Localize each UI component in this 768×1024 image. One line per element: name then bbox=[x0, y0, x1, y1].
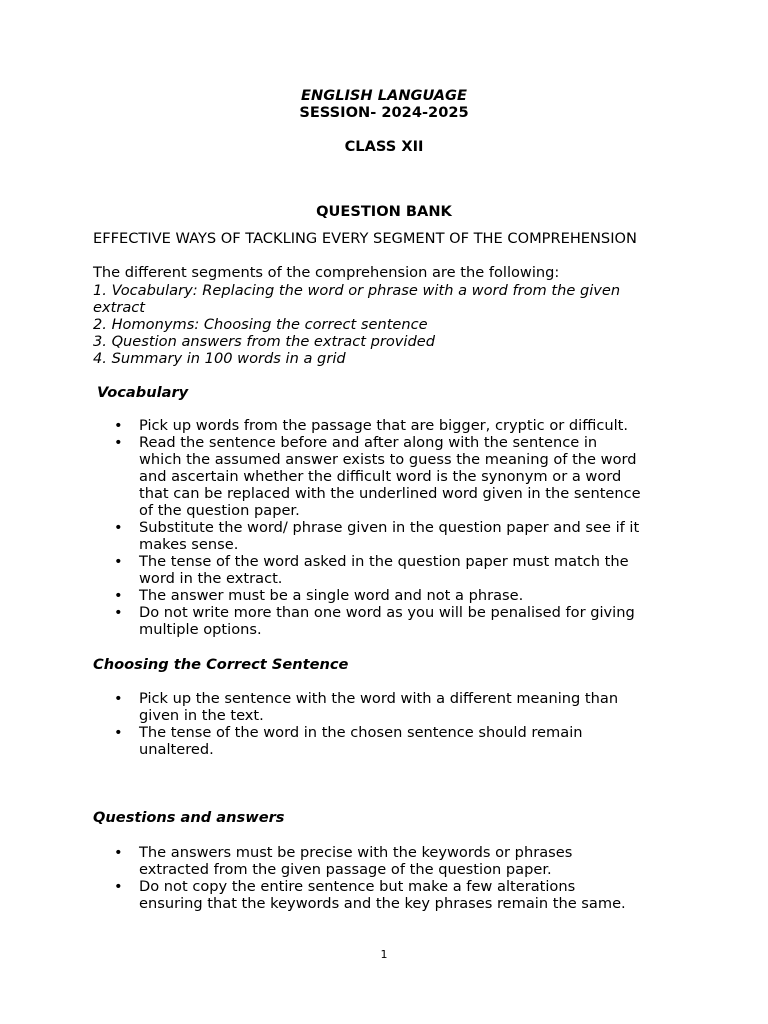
list-item: • Do not copy the entire sentence but make a few alterations ensuring that the keywords and the key phrases remain the same. bbox=[114, 878, 626, 912]
vocabulary-list bbox=[93, 417, 641, 638]
session-title: SESSION- 2024-2025 bbox=[299, 104, 469, 121]
bullet-icon: • bbox=[114, 519, 123, 536]
bullet-icon: • bbox=[114, 844, 123, 861]
segment-line: 2. Homonyms: Choosing the correct sentence bbox=[93, 316, 428, 333]
section-heading-questions-answers: Questions and answers bbox=[93, 809, 285, 826]
section-heading-correct-sentence: Choosing the Correct Sentence bbox=[93, 656, 349, 673]
list-item: • Pick up the sentence with the word with a different meaning than given in the text. bbox=[114, 690, 619, 724]
questions-answers-list bbox=[93, 844, 626, 912]
list-item: • The tense of the word in the chosen sentence should remain unaltered. bbox=[114, 724, 583, 758]
bullet-icon: • bbox=[114, 434, 123, 451]
intro-heading: EFFECTIVE WAYS OF TACKLING EVERY SEGMENT OF THE COMPREHENSION bbox=[93, 230, 637, 247]
list-item: • The tense of the word asked in the question paper must match the word in the extract. bbox=[114, 553, 629, 587]
segment-line: 4. Summary in 100 words in a grid bbox=[93, 350, 346, 367]
section-heading-vocabulary: Vocabulary bbox=[97, 384, 189, 401]
bullet-icon: • bbox=[114, 553, 123, 570]
bullet-icon: • bbox=[114, 604, 123, 621]
list-item: • Read the sentence before and after along with the sentence in which the assumed answer exists to guess the meaning of the word and ascertain whether the difficult word is the synonym or a word that can be replaced with the underlined word given in the sentence of the question paper. bbox=[114, 434, 641, 519]
segment-line: 3. Question answers from the extract provided bbox=[93, 333, 435, 350]
bullet-icon: • bbox=[114, 878, 123, 895]
segment-line: extract bbox=[93, 299, 146, 316]
list-item: • Do not write more than one word as you will be penalised for giving multiple options. bbox=[114, 604, 635, 638]
page-number: 1 bbox=[380, 948, 388, 961]
correct-sentence-list bbox=[93, 690, 618, 758]
list-item: • The answer must be a single word and not a phrase. bbox=[114, 587, 524, 604]
list-item: • Substitute the word/ phrase given in the question paper and see if it makes sense. bbox=[114, 519, 640, 553]
bullet-icon: • bbox=[114, 587, 123, 604]
list-item: • Pick up words from the passage that are bigger, cryptic or difficult. bbox=[114, 417, 629, 434]
intro-lead: The different segments of the comprehension are the following: bbox=[93, 264, 560, 281]
bullet-icon: • bbox=[114, 690, 123, 707]
bullet-icon: • bbox=[114, 724, 123, 741]
bullet-icon: • bbox=[114, 417, 123, 434]
question-bank-title: QUESTION BANK bbox=[316, 203, 452, 220]
list-item: • The answers must be precise with the keywords or phrases extracted from the given passage of the question paper. bbox=[114, 844, 573, 878]
subject-title: ENGLISH LANGUAGE bbox=[301, 87, 467, 104]
class-title: CLASS XII bbox=[344, 138, 424, 155]
segment-line: 1. Vocabulary: Replacing the word or phrase with a word from the given bbox=[93, 282, 621, 299]
